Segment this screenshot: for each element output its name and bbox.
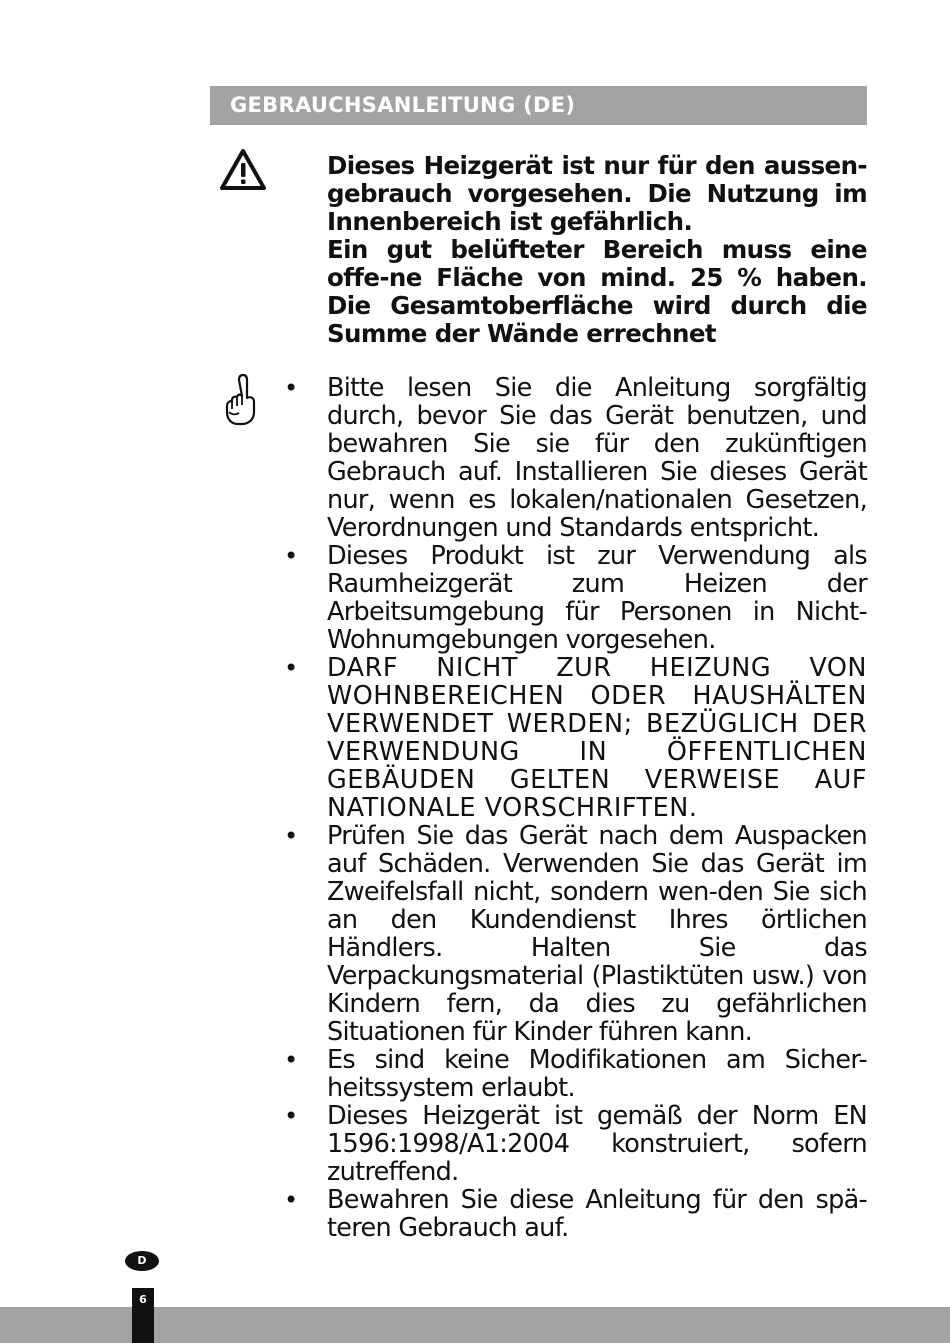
warning-paragraph: Ein gut belüfteter Bereich muss eine offe-ne Fläche von mind. 25 % haben. Die Gesamtoberfläche wird durch die Summe der Wände errechnet (327, 235, 867, 348)
list-item-text: Bewahren Sie diese Anleitung für den spä-teren Gebrauch auf. (327, 1185, 867, 1243)
section-title: GEBRAUCHSANLEITUNG (DE) (230, 93, 576, 117)
bullet-point: • (284, 1102, 298, 1130)
list-item-text: Bitte lesen Sie die Anleitung sorgfältig durch, bevor Sie das Gerät benutzen, und bewahren Sie sie für den zukünftigen Gebrauch auf. Installieren Sie dieses Gerät nur, wenn es lokalen/nationalen Gesetzen, Verordnungen und Standards entspricht. (327, 373, 867, 543)
pointing-hand-icon (222, 372, 260, 428)
bullet-point: • (284, 1046, 298, 1074)
list-item (284, 822, 867, 1046)
warning-triangle-icon (219, 148, 267, 192)
list-item (284, 1102, 867, 1186)
bullet-point: • (284, 1186, 298, 1214)
list-item-text: Prüfen Sie das Gerät nach dem Auspacken auf Schäden. Verwenden Sie das Gerät im Zweifelsfall nicht, sondern wen-den Sie sich an den Kundendienst Ihres örtlichen Händlers. Halten Sie das Verpackungsmaterial (Plastiktüten usw.) von Kindern fern, da dies zu gefährlichen Situationen für Kinder führen kann. (327, 821, 867, 1047)
list-item (284, 654, 867, 822)
instruction-list (284, 374, 867, 1242)
warning-block (327, 152, 867, 348)
list-item (284, 374, 867, 542)
bullet-point: • (284, 374, 298, 402)
page-number-tab (132, 1288, 154, 1343)
list-item (284, 1046, 867, 1102)
section-header-bar (210, 86, 867, 125)
list-item-text: Dieses Heizgerät ist gemäß der Norm EN 1596:1998/A1:2004 konstruiert, sofern zutreffend. (327, 1101, 867, 1187)
page-number: 6 (139, 1293, 147, 1306)
list-item-text: Es sind keine Modifikationen am Sicher-heitssystem erlaubt. (327, 1045, 867, 1103)
bullet-point: • (284, 654, 298, 682)
language-badge: D (125, 1251, 159, 1271)
warning-paragraph: Dieses Heizgerät ist nur für den aussen-gebrauch vorgesehen. Die Nutzung im Innenbereich ist gefährlich. (327, 151, 867, 236)
list-item-text: Dieses Produkt ist zur Verwendung als Raumheizgerät zum Heizen der Arbeitsumgebung für Personen in Nicht-Wohnumgebungen vorgesehen. (327, 541, 867, 655)
list-item (284, 1186, 867, 1242)
list-item-text: DARF NICHT ZUR HEIZUNG VON WOHNBEREICHEN ODER HAUSHÄLTEN VERWENDET WERDEN; BEZÜGLICH DER VERWENDUNG IN ÖFFENTLICHEN GEBÄUDEN GELTEN VERWEISE AUF NATIONALE VORSCHRIFTEN. (327, 653, 867, 823)
list-item (284, 542, 867, 654)
bullet-point: • (284, 822, 298, 850)
bullet-point: • (284, 542, 298, 570)
